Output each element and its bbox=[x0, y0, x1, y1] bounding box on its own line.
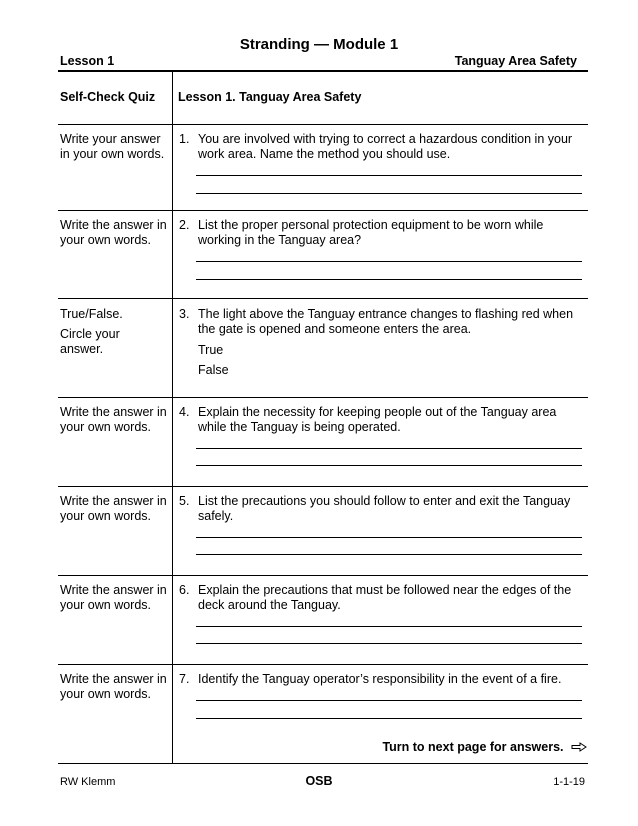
answer-line[interactable] bbox=[196, 554, 582, 555]
page-title: Stranding — Module 1 bbox=[239, 36, 399, 53]
question-text-5: List the precautions you should follow to enter and exit the Tanguay safely. bbox=[198, 494, 571, 523]
lesson-label: Lesson 1 bbox=[60, 54, 115, 68]
row-divider bbox=[58, 124, 588, 125]
row-divider bbox=[58, 664, 588, 665]
instruction-6: Write the answer in your own words. bbox=[60, 583, 167, 612]
answer-line[interactable] bbox=[196, 193, 582, 194]
question-number-3: 3. bbox=[179, 307, 190, 321]
next-page-text: Turn to next page for answers. bbox=[382, 740, 564, 754]
row-divider bbox=[58, 486, 588, 487]
question-text-3: The light above the Tanguay entrance changes to flashing red when the gate is opened and someone enters the area. bbox=[198, 307, 574, 336]
row-divider bbox=[58, 210, 588, 211]
answer-line[interactable] bbox=[196, 175, 582, 176]
instruction-1: Write your answer in your own words. bbox=[60, 132, 165, 161]
row-divider bbox=[58, 298, 588, 299]
option-true[interactable]: True bbox=[198, 343, 224, 357]
topic-label: Tanguay Area Safety bbox=[454, 54, 577, 68]
next-page-note bbox=[360, 740, 587, 754]
footer-org: OSB bbox=[305, 774, 333, 788]
question-text-7: Identify the Tanguay operator’s responsibility in the event of a fire. bbox=[198, 672, 562, 686]
answer-line[interactable] bbox=[196, 643, 582, 644]
question-text-4: Explain the necessity for keeping people out of the Tanguay area while the Tanguay is being operated. bbox=[198, 405, 557, 434]
row-divider bbox=[58, 575, 588, 576]
quiz-title: Lesson 1. Tanguay Area Safety bbox=[178, 90, 362, 104]
footer-rule bbox=[58, 763, 588, 764]
answer-line[interactable] bbox=[196, 279, 582, 280]
footer-date: 1-1-19 bbox=[553, 776, 585, 788]
question-text-2: List the proper personal protection equipment to be worn while working in the Tanguay area? bbox=[198, 218, 544, 247]
instruction-3: True/False. bbox=[60, 307, 123, 321]
answer-line[interactable] bbox=[196, 537, 582, 538]
row-divider bbox=[58, 397, 588, 398]
instruction-4: Write the answer in your own words. bbox=[60, 405, 167, 434]
answer-line[interactable] bbox=[196, 700, 582, 701]
instruction-7: Write the answer in your own words. bbox=[60, 672, 167, 701]
header-rule bbox=[58, 70, 588, 72]
answer-line[interactable] bbox=[196, 718, 582, 719]
answer-line[interactable] bbox=[196, 465, 582, 466]
quiz-label: Self-Check Quiz bbox=[60, 90, 156, 104]
instruction-2: Write the answer in your own words. bbox=[60, 218, 167, 247]
instruction-5: Write the answer in your own words. bbox=[60, 494, 167, 523]
question-number-7: 7. bbox=[179, 672, 190, 686]
question-number-6: 6. bbox=[179, 583, 190, 597]
answer-line[interactable] bbox=[196, 448, 582, 449]
instruction-3b: Circle your answer. bbox=[60, 327, 120, 356]
footer-author: RW Klemm bbox=[60, 776, 116, 788]
option-false[interactable]: False bbox=[198, 363, 229, 377]
answer-line[interactable] bbox=[196, 261, 582, 262]
answer-line[interactable] bbox=[196, 626, 582, 627]
question-number-5: 5. bbox=[179, 494, 190, 508]
question-number-1: 1. bbox=[179, 132, 190, 146]
arrow-right-icon bbox=[571, 741, 587, 751]
question-text-6: Explain the precautions that must be followed near the edges of the deck around the Tanguay. bbox=[198, 583, 572, 612]
column-divider bbox=[172, 70, 173, 763]
question-number-4: 4. bbox=[179, 405, 190, 419]
question-number-2: 2. bbox=[179, 218, 190, 232]
question-text-1: You are involved with trying to correct a hazardous condition in your work area. Name the method you should use. bbox=[198, 132, 573, 161]
